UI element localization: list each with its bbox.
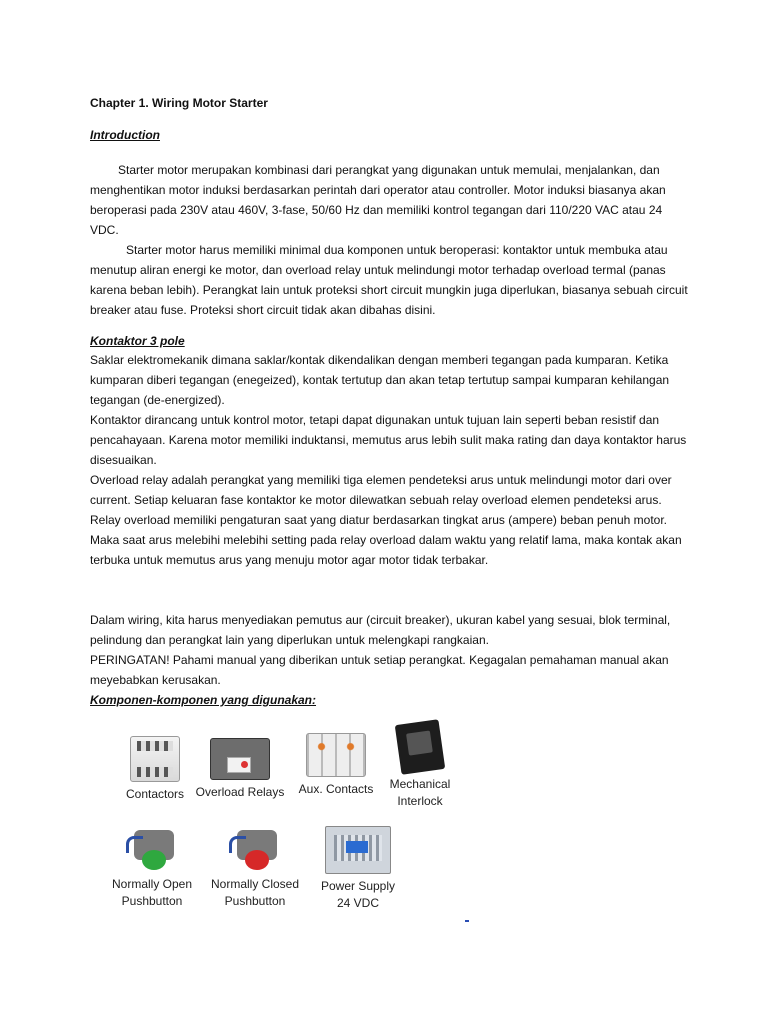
introduction-heading: Introduction <box>90 128 160 142</box>
component-aux-contacts <box>288 733 384 798</box>
contactor-icon <box>130 736 180 782</box>
component-normally-closed-pushbutton <box>200 826 310 910</box>
aux-contacts-icon <box>306 733 366 777</box>
decorative-mark <box>465 920 469 922</box>
component-label: Power Supply 24 VDC <box>320 879 396 910</box>
wiring-paragraph: Dalam wiring, kita harus menyediakan pemutus aur (circuit breaker), ukuran kabel yang sesuai, blok terminal, pelindung dan perangkat lain yang diperlukan untuk melengkapi rangkaian. <box>90 613 671 647</box>
chapter-title: Chapter 1. Wiring Motor Starter <box>90 96 268 110</box>
component-overload-relays <box>188 738 292 801</box>
introduction-paragraph-1: Starter motor merupakan kombinasi dari perangkat yang digunakan untuk memulai, menjalankan, dan menghentikan motor induksi berdasarkan perintah dari operator atau controller. Motor induksi biasanya akan beroperasi pada 230V atau 460V, 3-fase, 50/60 Hz dan memiliki kontrol tegangan dari 110/220 VAC atau 24 VDC. <box>90 163 666 237</box>
kontaktor-paragraph-1: Saklar elektromekanik dimana saklar/kontak dikendalikan dengan memberi tegangan pada kumparan. Ketika kumparan diberi tegangan (enegeized), kontak tertutup dan akan tetap tertutup sampai kumparan kehilangan tegangan (de-energized). <box>90 353 670 407</box>
kontaktor-paragraph-3: Overload relay adalah perangkat yang memiliki tiga elemen pendeteksi arus untuk melindungi motor dari over current. Setiap keluaran fase kontaktor ke motor dilewatkan sebuah relay overload elemen pendeteksi arus. Relay overload memiliki pengaturan saat yang diatur berdasarkan tingkat arus (ampere) beban penuh motor. Maka saat arus melebihi melebihi setting pada relay overload dalam waktu yang relatif lama, maka kontak akan terbuka untuk memutus arus yang menuju motor agar motor tidak terbakar. <box>90 473 682 567</box>
component-power-supply <box>310 826 406 912</box>
component-label: Aux. Contacts <box>298 782 374 796</box>
component-label: Overload Relays <box>195 785 285 799</box>
kontaktor-section <box>90 350 690 570</box>
introduction-paragraph-2: Starter motor harus memiliki minimal dua komponen untuk beroperasi: kontaktor untuk membuka atau menutup aliran energi ke motor, dan overload relay untuk melindungi motor terhadap overload termal (panas karena beban lebih). Perangkat lain untuk proteksi short circuit mungkin juga diperlukan, biasanya sebuah circuit breaker atau fuse. Proteksi short circuit tidak akan dibahas disini. <box>90 243 688 317</box>
red-pushbutton-icon <box>229 826 281 872</box>
components-heading: Komponen-komponen yang digunakan: <box>90 693 317 707</box>
mechanical-interlock-icon <box>395 719 446 775</box>
overload-relay-icon <box>210 738 270 780</box>
wiring-section <box>90 610 690 690</box>
introduction-section <box>90 160 690 320</box>
component-label: Contactors <box>125 787 185 801</box>
power-supply-icon <box>325 826 391 874</box>
warning-paragraph: PERINGATAN! Pahami manual yang diberikan untuk setiap perangkat. Kegagalan pemahaman manual akan meyebabkan kerusakan. <box>90 653 669 687</box>
green-pushbutton-icon <box>126 826 178 872</box>
component-normally-open-pushbutton <box>100 826 204 910</box>
kontaktor-paragraph-2: Kontaktor dirancang untuk kontrol motor, tetapi dapat digunakan untuk tujuan lain seperti beban resistif dan pencahayaan. Karena motor memiliki induktansi, memutus arus lebih sulit maka rating dan daya kontaktor harus disesuaikan. <box>90 413 687 467</box>
component-label: Normally Open Pushbutton <box>111 877 193 908</box>
component-mechanical-interlock <box>376 722 464 810</box>
component-label: Normally Closed Pushbutton <box>210 877 300 908</box>
kontaktor-heading: Kontaktor 3 pole <box>90 334 185 348</box>
component-label: Mechanical Interlock <box>389 777 451 808</box>
